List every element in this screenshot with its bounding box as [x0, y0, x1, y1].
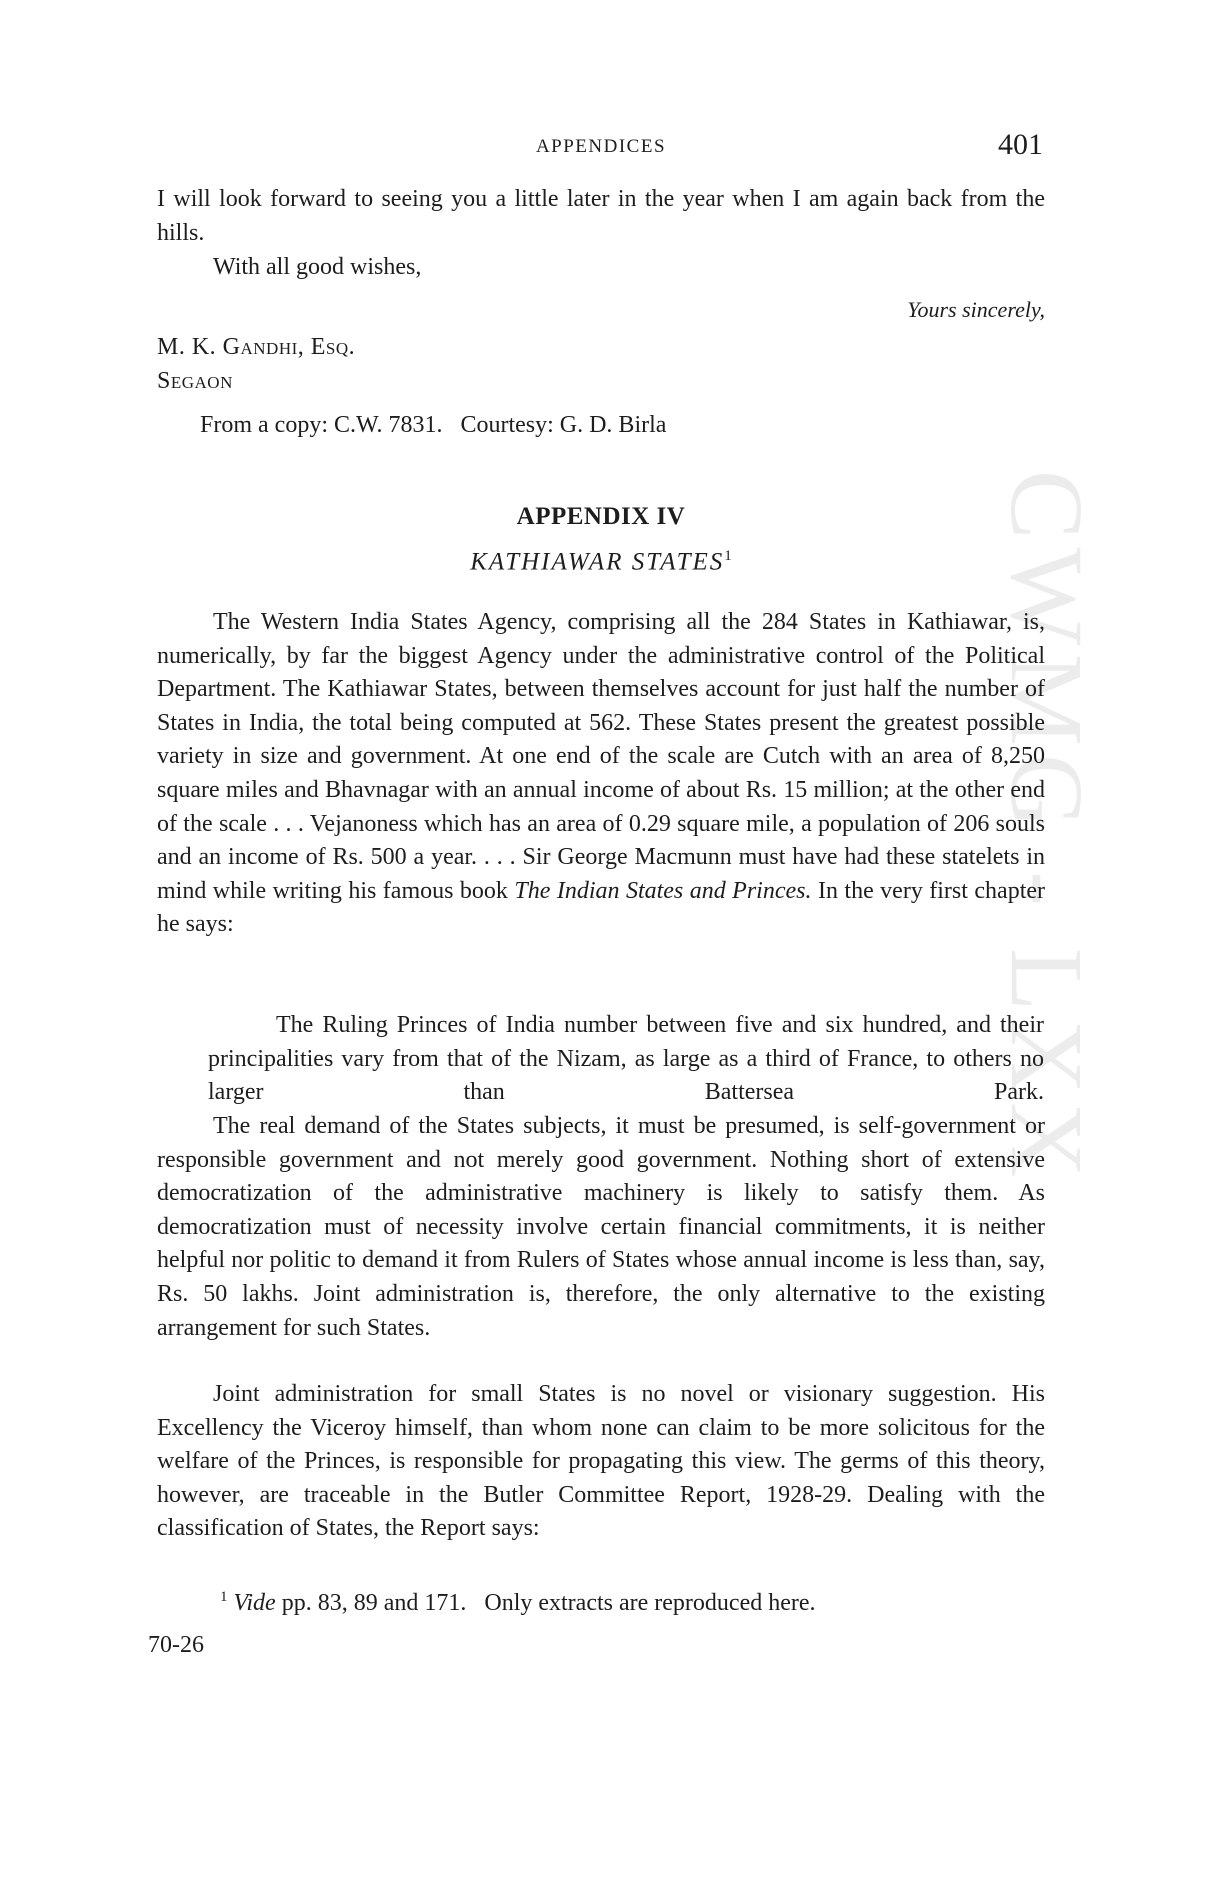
block-quote: The Ruling Princes of India number between five and six hundred, and their principalities vary from that of the Nizam, as large as a third of France, to others no larger than Battersea Park. — [208, 1012, 1044, 1106]
letter-source: From a copy: C.W. 7831. Courtesy: G. D. Birla — [200, 412, 667, 438]
addressee-name: M. K. Gandhi, Esq. — [157, 334, 356, 360]
addressee-place: Segaon — [157, 368, 233, 394]
footnote-reference: 1 — [724, 548, 732, 564]
signature-mark: 70-26 — [148, 1632, 204, 1658]
footnote-mark: 1 — [220, 1589, 228, 1605]
subheading-text: KATHIAWAR STATES — [470, 548, 725, 576]
letter-signoff: Yours sincerely, — [907, 297, 1045, 322]
letter-wishes: With all good wishes, — [213, 254, 422, 280]
appendix-subheading — [157, 548, 1045, 576]
page-header — [157, 130, 1045, 170]
paragraph-1 — [157, 606, 1045, 942]
paragraph-1-text: The Western India States Agency, comprising all the 284 States in Kathiawar, is, numerically, by far the biggest Agency under the administrative control of the Political Department. The Kathiawar States, between themselves account for just half the number of States in India, the total being computed at 562. These States present the greatest possible variety in size and government. At one end of the scale are Cutch with an area of 8,250 square miles and Bhavnagar with an annual income of about Rs. 15 million; at the other end of the scale . . . Vejanoness which has an area of 0.29 square mile, a population of 206 souls and an income of Rs. 500 a year. . . . Sir George Macmunn must have had these statelets in mind while writing his famous book — [157, 609, 1045, 904]
paragraph-3: Joint administration for small States is no novel or visionary suggestion. His Excellency the Viceroy himself, than whom none can claim to be more solicitous for the welfare of the Princes, is responsible for propagating this view. The germs of this theory, however, are traceable in the Butler Committee Report, 1928-29. Dealing with the classification of States, the Report says: — [157, 1381, 1045, 1542]
letter-closing-paragraph: I will look forward to seeing you a little later in the year when I am again back from the hills. — [157, 186, 1045, 246]
footnote-vide: Vide — [233, 1590, 276, 1616]
paragraph-2: The real demand of the States subjects, it must be presumed, is self-government or responsible government and not merely good government. Nothing short of extensive democratization of the administrative machinery is likely to satisfy them. As democratization must of necessity involve certain financial commitments, it is neither helpful nor politic to demand it from Rulers of States whose annual income is less than, say, Rs. 50 lakhs. Joint administration is, therefore, the only alternative to the existing arrangement for such States. — [157, 1113, 1045, 1341]
footnote-text: pp. 83, 89 and 171. Only extracts are reproduced here. — [281, 1590, 816, 1616]
watermark: CWMG - LXX — [989, 470, 1104, 1186]
paragraph-1-tail: In the very first chapter he says: — [157, 877, 1045, 938]
footnote — [220, 1581, 1046, 1621]
page-number: 401 — [998, 128, 1043, 161]
appendix-heading: APPENDIX IV — [516, 503, 686, 530]
book-title: The Indian States and Princes. — [514, 877, 812, 904]
running-head: APPENDICES — [535, 136, 667, 157]
